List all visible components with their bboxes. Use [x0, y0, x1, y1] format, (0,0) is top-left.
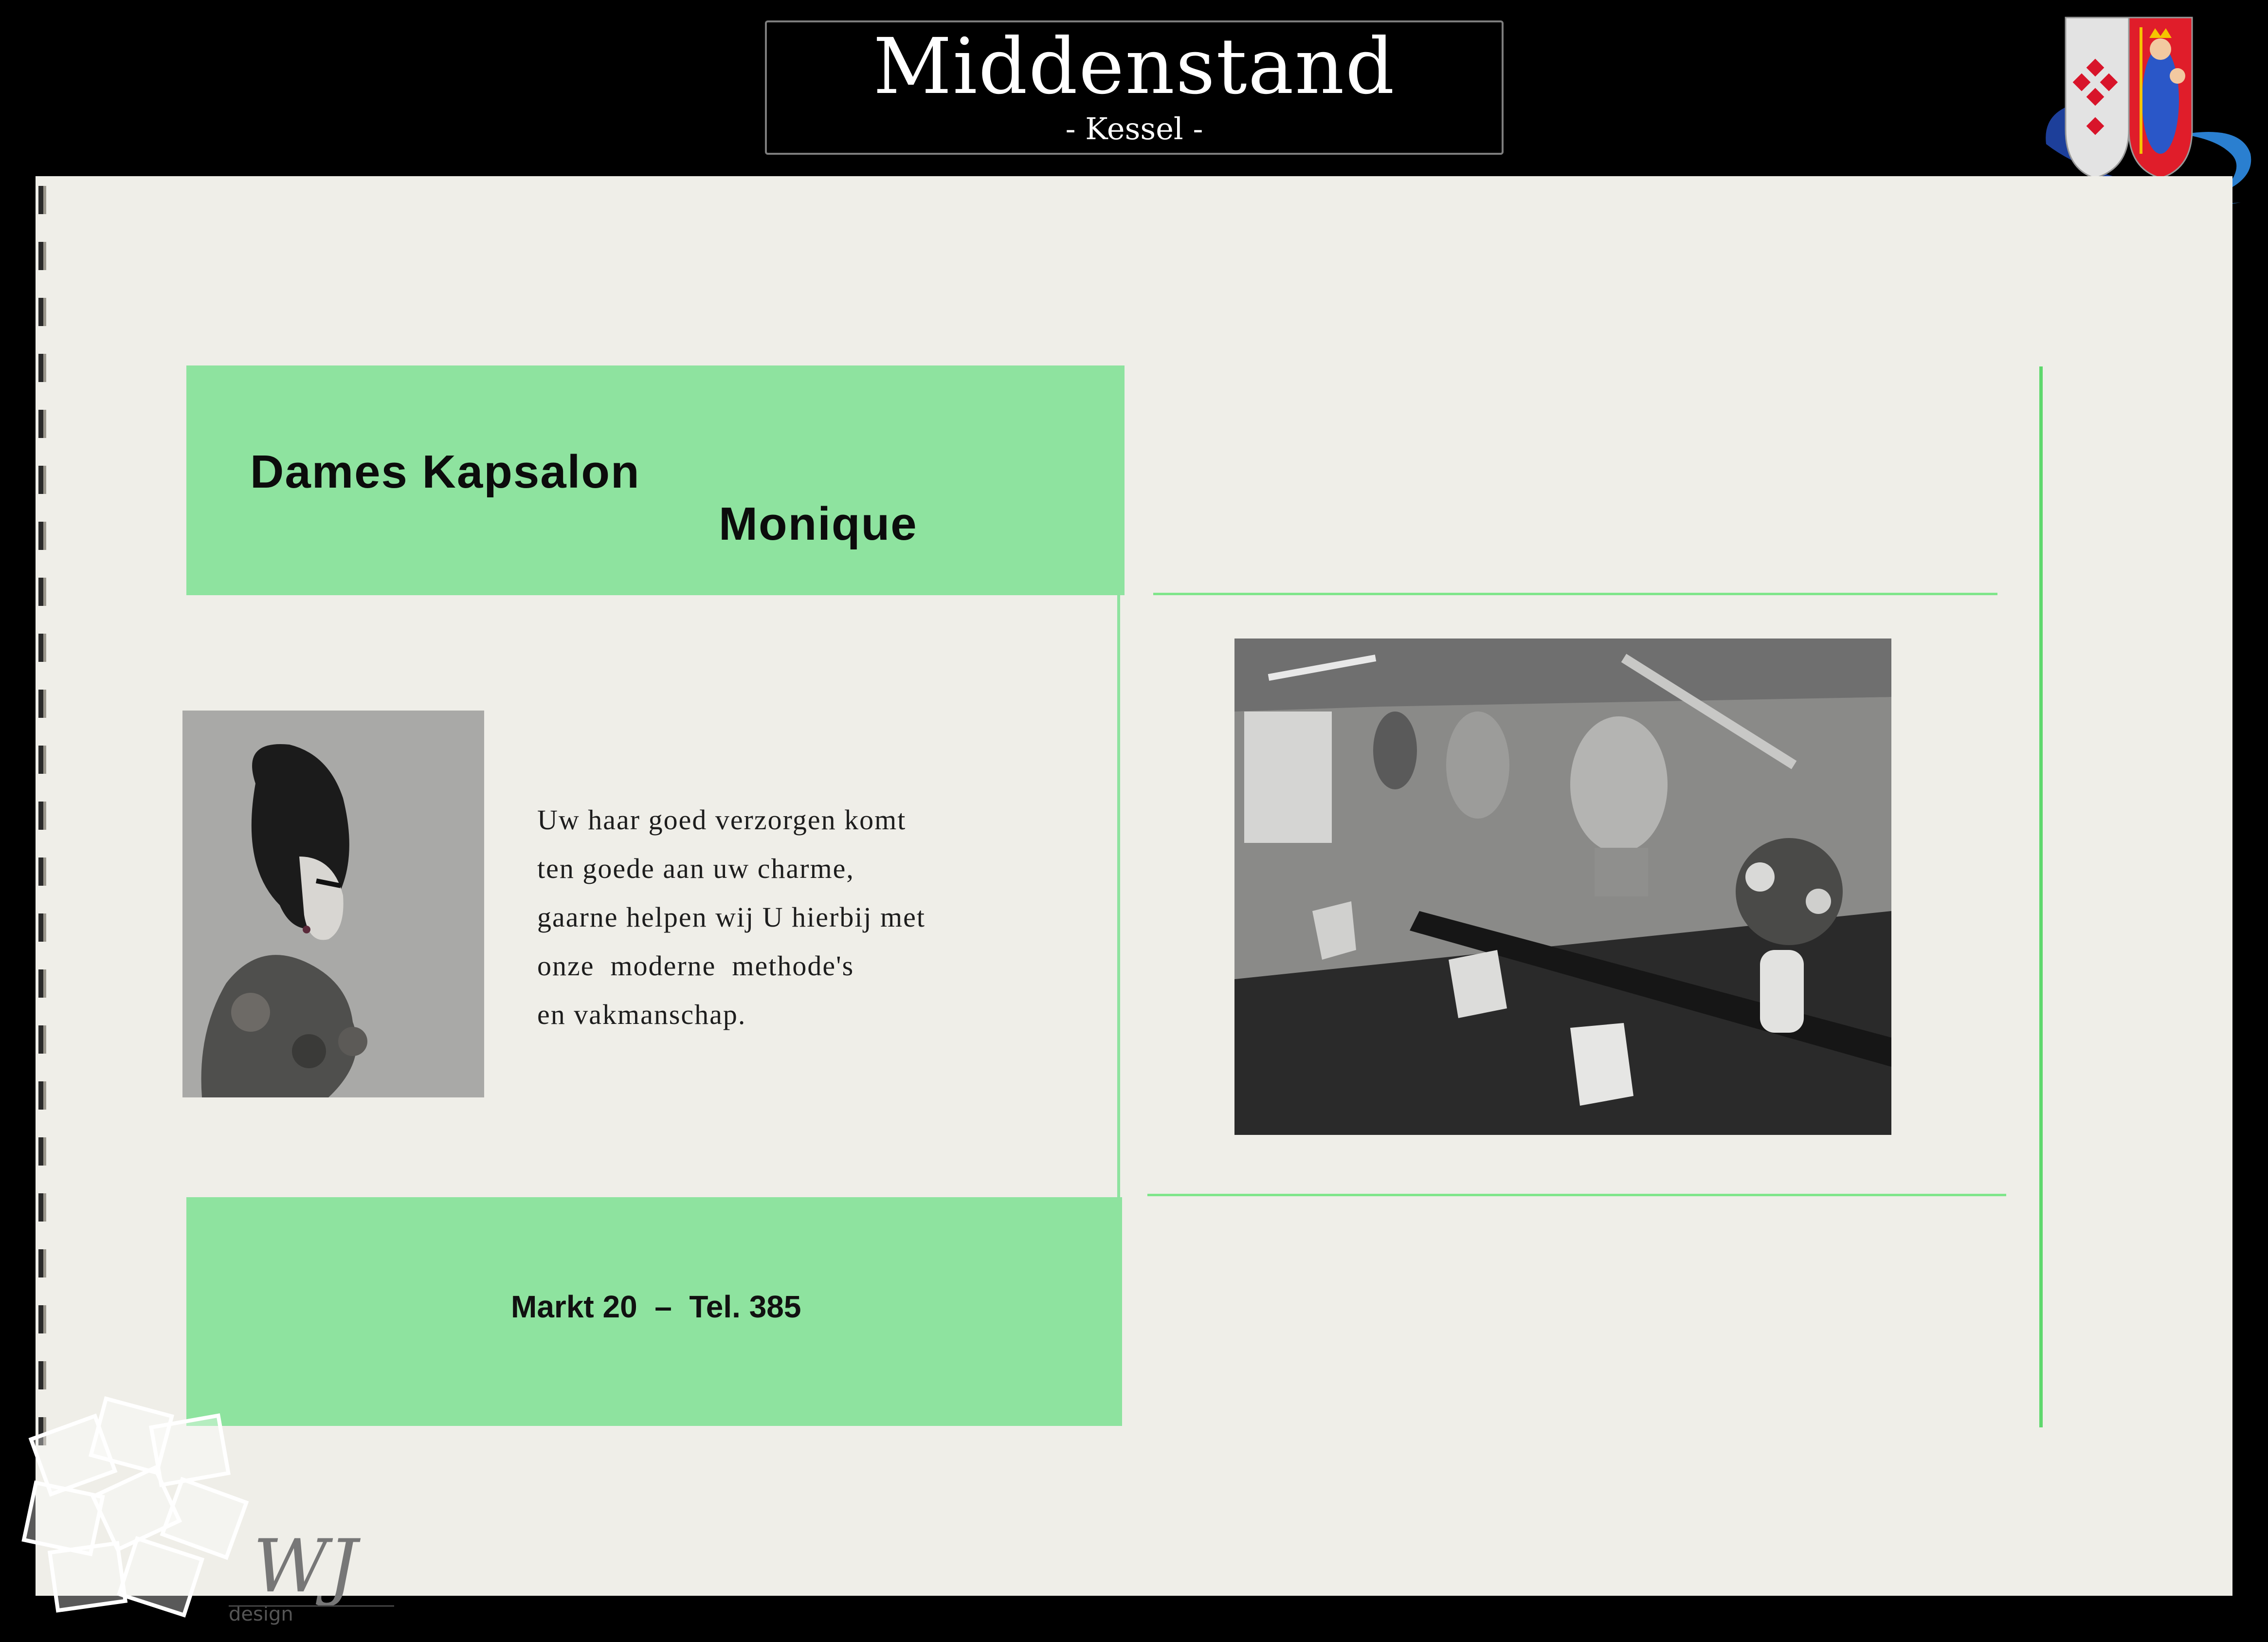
- ad-body-text: [537, 796, 925, 1039]
- ad-body-line: ten goede aan uw charme,: [537, 853, 854, 884]
- ad-body-line: en vakmanschap.: [537, 999, 746, 1030]
- shop-name-line2: Monique: [719, 498, 918, 550]
- header-title-box: [765, 20, 1504, 155]
- ad-panel-divider: [1117, 594, 1120, 1198]
- shop-name-line1: Dames Kapsalon: [250, 446, 640, 498]
- watermark-label: design: [229, 1603, 293, 1625]
- watermark-initials: WJ: [253, 1524, 358, 1609]
- photo-bottom-rule: [1147, 1194, 2006, 1196]
- ad-body-line: onze moderne methode's: [537, 950, 854, 982]
- page-subtitle: - Kessel -: [1065, 111, 1203, 146]
- ad-body-line: Uw haar goed verzorgen komt: [537, 804, 907, 836]
- right-margin-rule: [2039, 366, 2043, 1427]
- wj-design-watermark-icon: [10, 1387, 399, 1640]
- hair-portrait-image: [182, 711, 484, 1097]
- salon-photo-image: [1234, 639, 1891, 1135]
- spiral-binding: [36, 176, 55, 1596]
- page-title: Middenstand: [873, 22, 1396, 111]
- ad-address: Markt 20 – Tel. 385: [511, 1289, 801, 1324]
- ad-body-line: gaarne helpen wij U hierbij met: [537, 901, 926, 933]
- photo-top-rule: [1153, 593, 1997, 595]
